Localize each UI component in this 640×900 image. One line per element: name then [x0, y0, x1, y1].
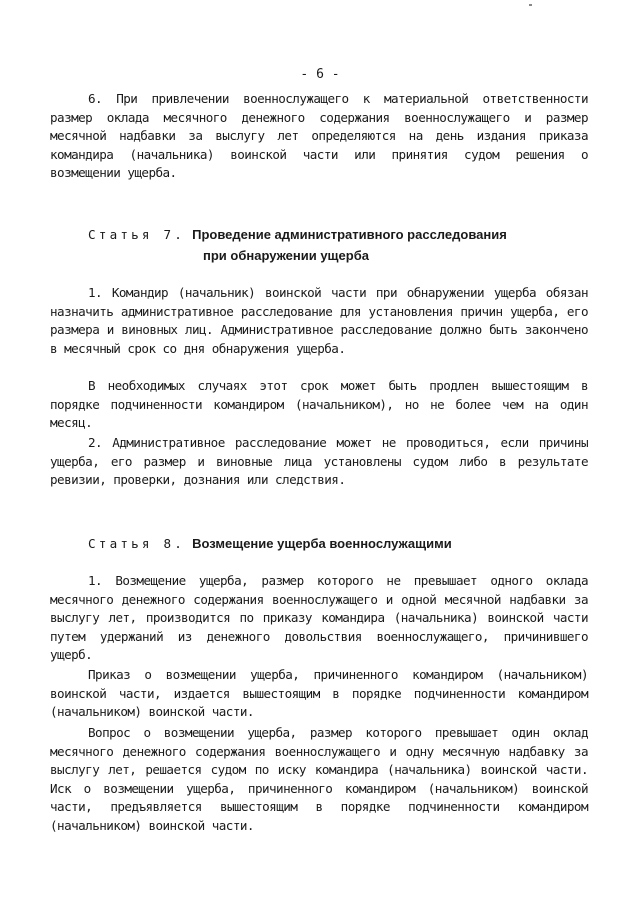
scan-speck — [529, 4, 532, 6]
page-number: - 6 - — [300, 67, 340, 82]
article-8-paragraph-1: 1. Возмещение ущерба, размер которого не превышает одного оклада месячного денежного содержания военнослужащего и одной месячной надбавки за выслугу лет, производится по приказу командира (начальника) воинской части путем удержаний из денежного довольствия военнослужащего, причинившего ущерб. — [50, 573, 588, 662]
article-8-paragraph-2: Приказ о возмещении ущерба, причиненного командиром (начальником) воинской части, издается вышестоящим в порядке подчиненности командиром (начальником) воинской части. — [50, 667, 588, 719]
article-7-paragraph-3: 2. Административное расследование может не проводиться, если причины ущерба, его размер и виновные лица установлены судом либо в результате ревизии, проверки, дознания или следствия. — [50, 435, 588, 487]
article-8-title: Возмещение ущерба военнослужащими — [192, 536, 452, 551]
article-7-title-line1: Проведение административного расследования — [192, 227, 507, 242]
item-6-paragraph: 6. При привлечении военнослужащего к материальной ответственности размер оклада месячного денежного содержания военнослужащего и размер месячной надбавки за выслугу лет определяются на день издания приказа командира (начальника) воинской части или принятия судом решения о возмещении ущерба. — [50, 91, 588, 180]
article-8-label: Статья 8. — [88, 536, 186, 551]
article-8-paragraph-3: Вопрос о возмещении ущерба, размер которого превышает один оклад месячного денежного содержания военнослужащего и одну месячную надбавку за выслугу лет, решается судом по иску командира (начальника) воинской части. Иск о возмещении ущерба, причиненного командиром (начальником) воинской части, предъявляется вышестоящим в порядке подчиненности командиром (начальником) воинской части. — [50, 725, 588, 833]
article-7-paragraph-1: 1. Командир (начальник) воинской части при обнаружении ущерба обязан назначить административное расследование для установления причин ущерба, его размера и виновных лиц. Административное расследование должно быть закончено в месячный срок со дня обнаружения ущерба. — [50, 285, 588, 356]
article-7-title-line2: при обнаружении ущерба — [203, 248, 369, 263]
article-8-heading — [88, 533, 608, 554]
article-7-paragraph-2: В необходимых случаях этот срок может быть продлен вышестоящим в порядке подчиненности командиром (начальником), но не более чем на один месяц. — [50, 378, 588, 430]
article-7-label: Статья 7. — [88, 227, 186, 242]
article-7-heading — [88, 224, 608, 266]
